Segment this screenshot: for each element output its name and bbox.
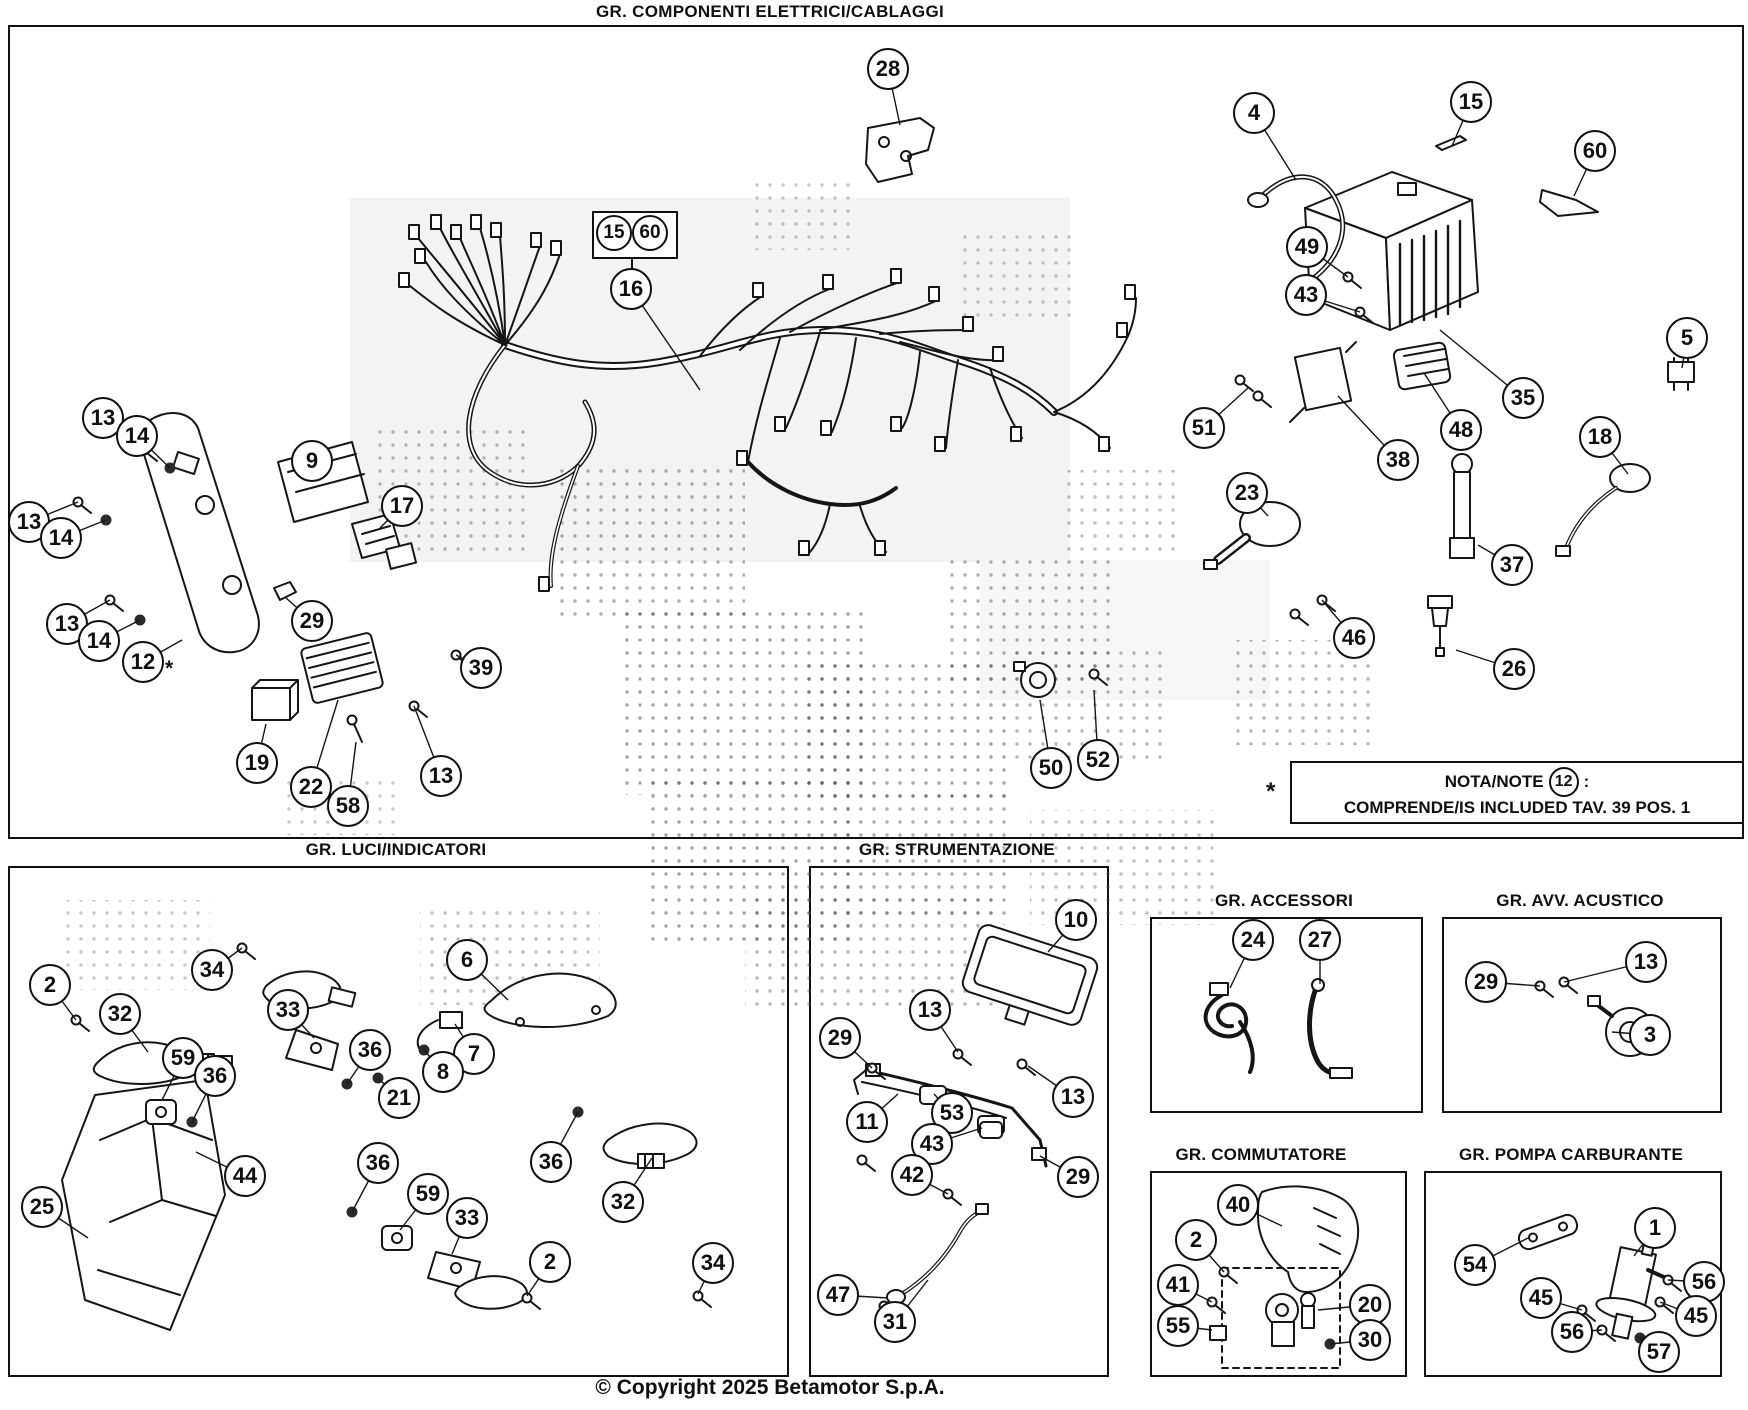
balloon-13[interactable]: 13	[8, 501, 50, 543]
balloon-20[interactable]: 20	[1349, 1284, 1391, 1326]
balloon-60[interactable]: 60	[632, 215, 668, 251]
balloon-26[interactable]: 26	[1493, 648, 1535, 690]
balloon-2[interactable]: 2	[529, 1241, 571, 1283]
balloon-6[interactable]: 6	[446, 939, 488, 981]
section-title-commutatore: GR. COMMUTATORE	[1175, 1145, 1347, 1164]
balloon-48[interactable]: 48	[1440, 409, 1482, 451]
page-title: GR. COMPONENTI ELETTRICI/CABLAGGI	[595, 2, 944, 21]
balloon-57[interactable]: 57	[1638, 1331, 1680, 1373]
balloon-38[interactable]: 38	[1377, 439, 1419, 481]
note-colon: :	[1583, 772, 1590, 791]
balloon-49[interactable]: 49	[1286, 226, 1328, 268]
balloon-33[interactable]: 33	[267, 989, 309, 1031]
balloon-1[interactable]: 1	[1634, 1207, 1676, 1249]
balloon-32[interactable]: 32	[99, 993, 141, 1035]
balloon-36[interactable]: 36	[194, 1055, 236, 1097]
balloon-30[interactable]: 30	[1349, 1319, 1391, 1361]
balloon-22[interactable]: 22	[290, 766, 332, 808]
balloon-46[interactable]: 46	[1333, 617, 1375, 659]
balloon-13[interactable]: 13	[46, 603, 88, 645]
balloon-18[interactable]: 18	[1579, 416, 1621, 458]
balloon-41[interactable]: 41	[1157, 1264, 1199, 1306]
balloon-33[interactable]: 33	[446, 1197, 488, 1239]
balloon-14[interactable]: 14	[78, 620, 120, 662]
balloon-14[interactable]: 14	[40, 517, 82, 559]
balloon-59[interactable]: 59	[162, 1037, 204, 1079]
balloon-13[interactable]: 13	[1625, 941, 1667, 983]
balloon-29[interactable]: 29	[819, 1017, 861, 1059]
balloon-28[interactable]: 28	[867, 48, 909, 90]
balloon-15[interactable]: 15	[596, 215, 632, 251]
balloon-39[interactable]: 39	[460, 647, 502, 689]
balloon-37[interactable]: 37	[1491, 544, 1533, 586]
balloon-34[interactable]: 34	[191, 949, 233, 991]
note-line1	[1445, 767, 1590, 797]
balloon-2[interactable]: 2	[1175, 1219, 1217, 1261]
balloon-13[interactable]: 13	[420, 755, 462, 797]
balloon-25[interactable]: 25	[21, 1186, 63, 1228]
balloon-45[interactable]: 45	[1675, 1295, 1717, 1337]
balloon-5[interactable]: 5	[1666, 317, 1708, 359]
balloon-43[interactable]: 43	[911, 1123, 953, 1165]
balloon-52[interactable]: 52	[1077, 739, 1119, 781]
balloon-32[interactable]: 32	[602, 1181, 644, 1223]
copyright-text: © Copyright 2025 Betamotor S.p.A.	[595, 1376, 945, 1399]
balloon-29[interactable]: 29	[1465, 961, 1507, 1003]
section-title-accessori: GR. ACCESSORI	[1215, 891, 1353, 910]
balloon-29[interactable]: 29	[1057, 1156, 1099, 1198]
balloon-53[interactable]: 53	[931, 1092, 973, 1134]
balloon-7[interactable]: 7	[453, 1033, 495, 1075]
section-title-pompa-carburante: GR. POMPA CARBURANTE	[1458, 1145, 1684, 1164]
balloon-13[interactable]: 13	[909, 989, 951, 1031]
balloon-40[interactable]: 40	[1217, 1184, 1259, 1226]
balloon-16[interactable]: 16	[610, 268, 652, 310]
balloon-51[interactable]: 51	[1183, 407, 1225, 449]
balloon-56[interactable]: 56	[1683, 1261, 1725, 1303]
section-title-luci-indicatori: GR. LUCI/INDICATORI	[305, 840, 487, 859]
balloon-42[interactable]: 42	[891, 1154, 933, 1196]
section-title-strumentazione: GR. STRUMENTAZIONE	[859, 840, 1055, 859]
balloon-14[interactable]: 14	[116, 415, 158, 457]
balloon-4[interactable]: 4	[1233, 92, 1275, 134]
note-label: NOTA/NOTE	[1444, 772, 1544, 791]
balloon-47[interactable]: 47	[817, 1274, 859, 1316]
balloon-58[interactable]: 58	[327, 785, 369, 827]
balloon-36[interactable]: 36	[349, 1029, 391, 1071]
balloon-23[interactable]: 23	[1226, 472, 1268, 514]
balloon-36[interactable]: 36	[530, 1141, 572, 1183]
balloon-36[interactable]: 36	[357, 1142, 399, 1184]
balloon-13[interactable]: 13	[1052, 1076, 1094, 1118]
balloon-29[interactable]: 29	[291, 600, 333, 642]
balloon-8[interactable]: 8	[422, 1051, 464, 1093]
balloon-13[interactable]: 13	[82, 397, 124, 439]
note-box	[1290, 761, 1744, 824]
balloon-9[interactable]: 9	[291, 440, 333, 482]
balloon-44[interactable]: 44	[224, 1155, 266, 1197]
balloon-60[interactable]: 60	[1574, 130, 1616, 172]
section-title-avv-acustico: GR. AVV. ACUSTICO	[1496, 891, 1664, 910]
balloon-55[interactable]: 55	[1157, 1305, 1199, 1347]
balloon-10[interactable]: 10	[1055, 899, 1097, 941]
balloon-21[interactable]: 21	[378, 1077, 420, 1119]
balloon-31[interactable]: 31	[874, 1301, 916, 1343]
balloon-35[interactable]: 35	[1502, 377, 1544, 419]
balloon-12-note[interactable]: 12	[1549, 767, 1579, 797]
balloon-11[interactable]: 11	[846, 1101, 888, 1143]
balloon-19[interactable]: 19	[236, 742, 278, 784]
balloon-43[interactable]: 43	[1285, 274, 1327, 316]
balloon-17[interactable]: 17	[381, 485, 423, 527]
balloon-15[interactable]: 15	[1450, 81, 1492, 123]
balloon-56[interactable]: 56	[1551, 1311, 1593, 1353]
note-line2: COMPRENDE/IS INCLUDED TAV. 39 POS. 1	[1343, 798, 1691, 817]
note-asterisk: *	[1266, 778, 1276, 805]
balloon-24[interactable]: 24	[1232, 919, 1274, 961]
balloon-2[interactable]: 2	[29, 964, 71, 1006]
balloon-59[interactable]: 59	[407, 1173, 449, 1215]
balloon-54[interactable]: 54	[1454, 1244, 1496, 1286]
balloon-50[interactable]: 50	[1030, 747, 1072, 789]
balloon-34[interactable]: 34	[692, 1242, 734, 1284]
balloon-12[interactable]: 12 *	[122, 641, 164, 683]
balloon-45[interactable]: 45	[1520, 1277, 1562, 1319]
balloon-27[interactable]: 27	[1299, 919, 1341, 961]
balloon-3[interactable]: 3	[1629, 1014, 1671, 1056]
